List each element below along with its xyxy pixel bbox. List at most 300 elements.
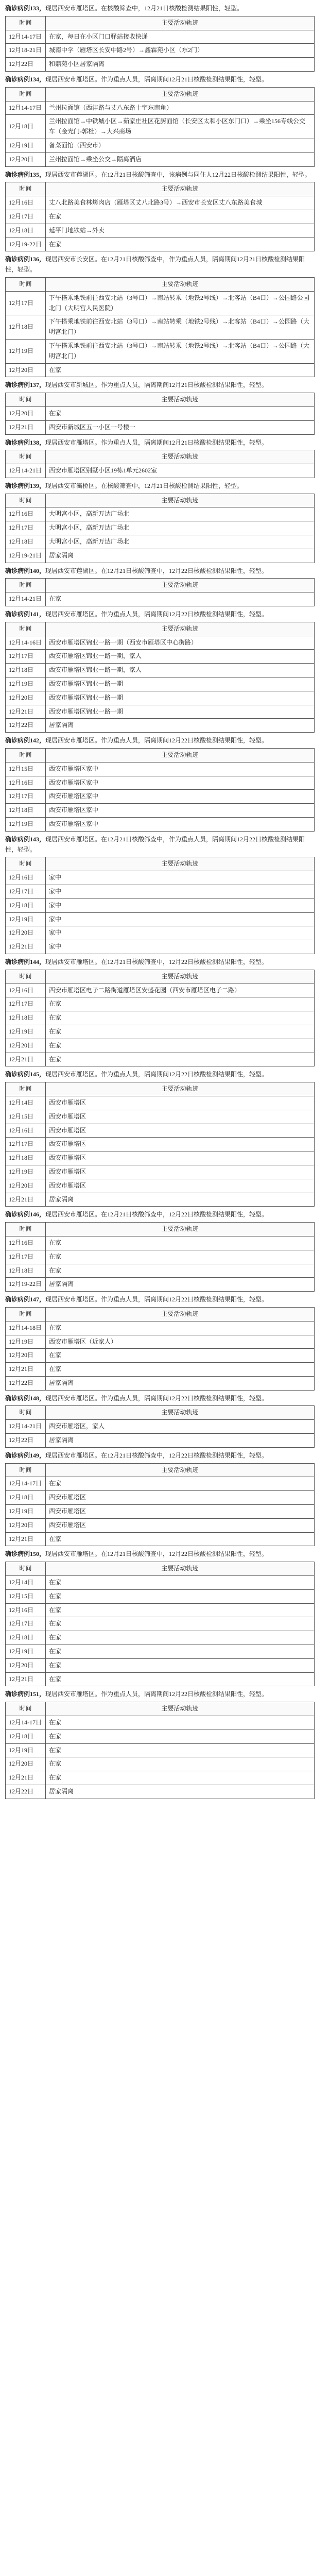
case-intro xyxy=(5,4,315,14)
table-row xyxy=(6,650,315,664)
time-cell: 12月14日 xyxy=(6,1576,46,1590)
case-intro xyxy=(5,380,315,391)
activity-cell: 西安市雁塔区 xyxy=(46,1518,315,1532)
table-row xyxy=(6,1743,315,1757)
table-row xyxy=(6,1672,315,1686)
time-cell: 12月17日 xyxy=(6,1250,46,1264)
time-cell: 12月14-21日 xyxy=(6,592,46,606)
table-row xyxy=(6,926,315,940)
activity-cell: 在家 xyxy=(46,1477,315,1491)
activity-cell: 在家 xyxy=(46,1617,315,1631)
table-row xyxy=(6,58,315,72)
activity-cell: 和鼎苑小区居家隔离 xyxy=(46,58,315,72)
time-cell: 12月21日 xyxy=(6,705,46,719)
time-cell: 12月21日 xyxy=(6,1771,46,1785)
time-cell: 12月20日 xyxy=(6,363,46,377)
column-header-activity: 主要活动轨迹 xyxy=(46,1463,315,1477)
table-row xyxy=(6,291,315,315)
trajectory-table xyxy=(5,16,315,72)
time-cell: 12月17日 xyxy=(6,521,46,535)
case-description: 现居西安市雁塔区。作为重点人员，隔离期间12月21日核酸检测结果阳性，轻型。 xyxy=(45,438,268,446)
table-row xyxy=(6,885,315,899)
column-header-activity: 主要活动轨迹 xyxy=(46,87,315,101)
case-number: 确诊病例140， xyxy=(5,567,46,574)
time-cell: 12月18日 xyxy=(6,115,46,139)
trajectory-table xyxy=(5,1082,315,1207)
case-block xyxy=(5,380,315,434)
column-header-activity: 主要活动轨迹 xyxy=(46,622,315,636)
case-intro xyxy=(5,1394,315,1404)
activity-cell: 西安市雁塔区锦业一路一期，家人 xyxy=(46,650,315,664)
table-row xyxy=(6,1576,315,1590)
case-intro xyxy=(5,835,315,855)
table-row xyxy=(6,1771,315,1785)
activity-cell: 家中 xyxy=(46,926,315,940)
activity-cell: 在家 xyxy=(46,1532,315,1546)
case-intro xyxy=(5,1451,315,1461)
time-cell: 12月18日 xyxy=(6,1011,46,1025)
time-cell: 12月16日 xyxy=(6,1124,46,1138)
activity-cell: 在家 xyxy=(46,1658,315,1672)
table-row xyxy=(6,790,315,804)
activity-cell: 在家 xyxy=(46,1250,315,1264)
case-description: 现居西安市新城区。作为重点人员，隔离期间12月21日核酸检测结果阳性，轻型。 xyxy=(45,381,268,389)
time-cell: 12月18日 xyxy=(6,1631,46,1645)
case-block xyxy=(5,957,315,1066)
time-cell: 12月16日 xyxy=(6,776,46,790)
activity-cell: 西安市雁塔区锦业一路一期 xyxy=(46,677,315,691)
activity-cell: 家中 xyxy=(46,912,315,926)
activity-cell: 在家 xyxy=(46,1025,315,1039)
table-row xyxy=(6,315,315,340)
case-description: 现居西安市雁塔区。作为重点人员，隔离期间12月22日核酸检测结果阳性，轻型。 xyxy=(45,1394,268,1402)
column-header-time: 时间 xyxy=(6,393,46,407)
time-cell: 12月17日 xyxy=(6,885,46,899)
table-row xyxy=(6,196,315,210)
case-number: 确诊病例133， xyxy=(5,5,46,12)
table-header-row xyxy=(6,450,315,464)
table-row xyxy=(6,1376,315,1390)
table-row xyxy=(6,1025,315,1039)
column-header-time: 时间 xyxy=(6,87,46,101)
time-cell: 12月19-22日 xyxy=(6,1278,46,1292)
trajectory-table xyxy=(5,1562,315,1686)
time-cell: 12月18日 xyxy=(6,224,46,238)
time-cell: 12月14-21日 xyxy=(6,1420,46,1434)
table-row xyxy=(6,940,315,954)
activity-cell: 家中 xyxy=(46,940,315,954)
table-header-row xyxy=(6,579,315,592)
table-row xyxy=(6,1053,315,1066)
activity-cell: 在家 xyxy=(46,238,315,251)
case-block xyxy=(5,1549,315,1686)
table-row xyxy=(6,1011,315,1025)
activity-cell: 下午搭乘地铁前往西安北站（3号口）→南站转乘（地铁2号线）→北客站（B4口）→公园路（大明宫北门） xyxy=(46,339,315,363)
activity-cell: 在家 xyxy=(46,1039,315,1053)
table-row xyxy=(6,1757,315,1771)
table-row xyxy=(6,1631,315,1645)
table-row xyxy=(6,1434,315,1448)
time-cell: 12月16日 xyxy=(6,1236,46,1250)
table-row xyxy=(6,101,315,115)
activity-cell: 在家 xyxy=(46,1321,315,1335)
time-cell: 12月19日 xyxy=(6,818,46,832)
column-header-time: 时间 xyxy=(6,494,46,507)
activity-cell: 大明宫小区，高新万达广场北 xyxy=(46,507,315,521)
activity-cell: 下午搭乘地铁前往西安北站（3号口）→南站转乘（地铁2号线）→北客站（B4口）→公园路公园北门（大明宫人民医院） xyxy=(46,291,315,315)
case-description: 现居西安市雁塔区。在12月21日核酸筛查中，12月22日核酸检测结果阳性，轻型。 xyxy=(45,1211,268,1218)
table-header-row xyxy=(6,277,315,291)
activity-cell: 在家 xyxy=(46,1236,315,1250)
column-header-activity: 主要活动轨迹 xyxy=(46,1082,315,1096)
activity-cell: 居家隔离 xyxy=(46,1434,315,1448)
time-cell: 12月18日 xyxy=(6,1264,46,1278)
column-header-activity: 主要活动轨迹 xyxy=(46,494,315,507)
activity-cell: 在家 xyxy=(46,1589,315,1603)
case-number: 确诊病例151， xyxy=(5,1690,46,1698)
time-cell: 12月17日 xyxy=(6,1617,46,1631)
time-cell: 12月18日 xyxy=(6,535,46,549)
table-row xyxy=(6,804,315,818)
trajectory-table xyxy=(5,1222,315,1292)
case-description: 现居西安市雁塔区。在12月21日核酸筛查中，作为重点人员，隔离期间12月22日核酸检测结果阳性，轻型。 xyxy=(5,835,305,853)
case-block xyxy=(5,75,315,167)
activity-cell: 西安市雁塔区 xyxy=(46,1151,315,1165)
trajectory-table xyxy=(5,857,315,954)
case-block xyxy=(5,1070,315,1207)
table-row xyxy=(6,719,315,733)
time-cell: 12月20日 xyxy=(6,1179,46,1193)
case-number: 确诊病例137， xyxy=(5,381,46,389)
table-row xyxy=(6,210,315,224)
time-cell: 12月20日 xyxy=(6,1518,46,1532)
case-block xyxy=(5,1451,315,1547)
activity-cell: 西安市雁塔区 xyxy=(46,1491,315,1505)
case-description: 现居西安市雁塔区。在12月21日核酸筛查中，12月22日核酸检测结果阳性，轻型。 xyxy=(45,958,268,965)
time-cell: 12月14-17日 xyxy=(6,1716,46,1730)
case-intro xyxy=(5,170,315,180)
table-row xyxy=(6,363,315,377)
time-cell: 12月16日 xyxy=(6,196,46,210)
time-cell: 12月17日 xyxy=(6,1138,46,1151)
case-number: 确诊病例149， xyxy=(5,1451,46,1459)
case-number: 确诊病例136， xyxy=(5,256,46,263)
trajectory-table xyxy=(5,393,315,434)
table-row xyxy=(6,1477,315,1491)
table-row xyxy=(6,1264,315,1278)
trajectory-table xyxy=(5,1702,315,1799)
column-header-time: 时间 xyxy=(6,16,46,30)
table-header-row xyxy=(6,970,315,984)
activity-cell: 西安市雁塔区 xyxy=(46,1138,315,1151)
time-cell: 12月14-18日 xyxy=(6,1321,46,1335)
case-block xyxy=(5,255,315,377)
case-description: 现居西安市莲湖区。在12月21日核酸筛查中，该病例与同住人12月22日核酸检测结果阳性，轻型。 xyxy=(45,171,311,178)
time-cell: 12月18日 xyxy=(6,315,46,340)
activity-cell: 大明宫小区，高新万达广场北 xyxy=(46,535,315,549)
table-header-row xyxy=(6,393,315,407)
activity-cell: 西安市雁塔区家中 xyxy=(46,790,315,804)
activity-cell: 丈八北路美食林烤肉店（雁塔区丈八北路3号）→西安市长安区丈八东路美食城 xyxy=(46,196,315,210)
activity-cell: 西安市雁塔区 xyxy=(46,1165,315,1179)
table-row xyxy=(6,224,315,238)
column-header-activity: 主要活动轨迹 xyxy=(46,1406,315,1420)
case-number: 确诊病例148， xyxy=(5,1394,46,1402)
activity-cell: 在家 xyxy=(46,1730,315,1743)
case-block xyxy=(5,736,315,832)
case-description: 现居西安市雁塔区。在12月21日核酸筛查中，12月22日核酸检测结果阳性，轻型。 xyxy=(45,1550,268,1558)
table-row xyxy=(6,1138,315,1151)
activity-cell: 西安市雁塔区（近家人） xyxy=(46,1335,315,1349)
activity-cell: 在家，每日在小区门口驿站接收快递 xyxy=(46,30,315,44)
activity-cell: 西安市雁塔区别墅小区19栋1单元2602室 xyxy=(46,464,315,478)
activity-cell: 下午搭乘地铁前往西安北站（3号口）→南站转乘（地铁2号线）→北客站（B4口）→公园路（大明宫北门） xyxy=(46,315,315,340)
time-cell: 12月20日 xyxy=(6,1658,46,1672)
column-header-time: 时间 xyxy=(6,1702,46,1716)
case-block xyxy=(5,566,315,606)
activity-cell: 在家 xyxy=(46,1743,315,1757)
time-cell: 12月15日 xyxy=(6,762,46,776)
case-number: 确诊病例150， xyxy=(5,1550,46,1558)
table-header-row xyxy=(6,1082,315,1096)
activity-cell: 西安市雁塔区电子二路街道雁塔区安盛花园（西安市雁塔区电子二路） xyxy=(46,984,315,997)
time-cell: 12月19日 xyxy=(6,912,46,926)
table-row xyxy=(6,1363,315,1377)
column-header-time: 时间 xyxy=(6,1406,46,1420)
time-cell: 12月21日 xyxy=(6,1053,46,1066)
time-cell: 12月17日 xyxy=(6,650,46,664)
activity-cell: 居家隔离 xyxy=(46,1785,315,1799)
activity-cell: 在家 xyxy=(46,1757,315,1771)
time-cell: 12月14-17日 xyxy=(6,1477,46,1491)
case-intro xyxy=(5,481,315,492)
case-description: 现居西安市雁塔区。作为重点人员，隔离期间12月22日核酸检测结果阳性，轻型。 xyxy=(45,1690,268,1698)
case-intro xyxy=(5,1295,315,1305)
case-block xyxy=(5,1295,315,1391)
trajectory-table xyxy=(5,1405,315,1447)
activity-cell: 在家 xyxy=(46,1771,315,1785)
table-row xyxy=(6,677,315,691)
activity-cell: 西安市雁塔区 xyxy=(46,1505,315,1519)
column-header-activity: 主要活动轨迹 xyxy=(46,1307,315,1321)
table-row xyxy=(6,507,315,521)
table-row xyxy=(6,139,315,152)
time-cell: 12月22日 xyxy=(6,1376,46,1390)
case-description: 现居西安市雁塔区。作为重点人员，隔离期间12月22日核酸检测结果阳性，轻型。 xyxy=(45,737,268,744)
activity-cell: 家中 xyxy=(46,899,315,912)
column-header-activity: 主要活动轨迹 xyxy=(46,579,315,592)
column-header-activity: 主要活动轨迹 xyxy=(46,970,315,984)
time-cell: 12月19-21日 xyxy=(6,549,46,563)
time-cell: 12月16日 xyxy=(6,984,46,997)
time-cell: 12月22日 xyxy=(6,1434,46,1448)
table-header-row xyxy=(6,1702,315,1716)
time-cell: 12月16日 xyxy=(6,507,46,521)
trajectory-table xyxy=(5,277,315,377)
table-row xyxy=(6,44,315,58)
column-header-activity: 主要活动轨迹 xyxy=(46,450,315,464)
table-row xyxy=(6,1505,315,1519)
case-intro xyxy=(5,736,315,746)
case-number: 确诊病例141， xyxy=(5,611,46,618)
case-description: 现居西安市雁塔区。作为重点人员，隔离期间12月22日核酸检测结果阳性，轻型。 xyxy=(45,1071,268,1078)
activity-cell: 备菜面馆（西安市） xyxy=(46,139,315,152)
table-row xyxy=(6,115,315,139)
time-cell: 12月14-17日 xyxy=(6,101,46,115)
activity-cell: 在家 xyxy=(46,1716,315,1730)
case-description: 现居西安市雁塔区。作为重点人员，隔离期间12月22日核酸检测结果阳性，轻型。 xyxy=(45,611,268,618)
table-header-row xyxy=(6,16,315,30)
trajectory-table xyxy=(5,622,315,733)
time-cell: 12月22日 xyxy=(6,58,46,72)
case-number: 确诊病例139， xyxy=(5,482,46,489)
activity-cell: 西安市雁塔区家中 xyxy=(46,818,315,832)
time-cell: 12月16日 xyxy=(6,1603,46,1617)
table-row xyxy=(6,1589,315,1603)
case-block xyxy=(5,1394,315,1448)
table-header-row xyxy=(6,1463,315,1477)
activity-cell: 居家隔离 xyxy=(46,1376,315,1390)
case-intro xyxy=(5,1549,315,1560)
column-header-activity: 主要活动轨迹 xyxy=(46,182,315,196)
activity-cell: 居家隔离 xyxy=(46,1278,315,1292)
table-row xyxy=(6,1645,315,1659)
column-header-activity: 主要活动轨迹 xyxy=(46,749,315,762)
trajectory-table xyxy=(5,1463,315,1547)
activity-cell: 在家 xyxy=(46,1672,315,1686)
table-row xyxy=(6,1250,315,1264)
trajectory-table xyxy=(5,1307,315,1391)
case-description: 现居西安市雁塔区。作为重点人员，隔离期间12月21日核酸检测结果阳性，轻型。 xyxy=(45,75,268,83)
time-cell: 12月20日 xyxy=(6,152,46,166)
table-row xyxy=(6,1278,315,1292)
time-cell: 12月21日 xyxy=(6,420,46,434)
time-cell: 12月20日 xyxy=(6,1757,46,1771)
activity-cell: 家中 xyxy=(46,871,315,885)
table-row xyxy=(6,521,315,535)
column-header-time: 时间 xyxy=(6,450,46,464)
activity-cell: 西安市雁塔区锦业一路一期（西安市雁塔区中心街路） xyxy=(46,636,315,650)
activity-cell: 西安市新城区五一小区一号楼一 xyxy=(46,420,315,434)
table-row xyxy=(6,1321,315,1335)
case-block xyxy=(5,1210,315,1292)
case-intro xyxy=(5,1070,315,1080)
activity-cell: 在家 xyxy=(46,1264,315,1278)
table-header-row xyxy=(6,1562,315,1576)
table-row xyxy=(6,152,315,166)
column-header-activity: 主要活动轨迹 xyxy=(46,16,315,30)
activity-cell: 在家 xyxy=(46,210,315,224)
time-cell: 12月14-16日 xyxy=(6,636,46,650)
activity-cell: 在家 xyxy=(46,1576,315,1590)
activity-cell: 兰州拉面馆→乘坐公交→隔离酒店 xyxy=(46,152,315,166)
time-cell: 12月19-22日 xyxy=(6,238,46,251)
activity-cell: 在家 xyxy=(46,1011,315,1025)
activity-cell: 城南中学（雁塔区长安中路2号）→鑫霖苑小区（东2门） xyxy=(46,44,315,58)
activity-cell: 兰州拉面馆（西沣路与丈八东路十字东南角） xyxy=(46,101,315,115)
activity-cell: 在家 xyxy=(46,1349,315,1363)
activity-cell: 西安市雁塔区，家人 xyxy=(46,1420,315,1434)
activity-cell: 在家 xyxy=(46,363,315,377)
table-row xyxy=(6,1518,315,1532)
case-number: 确诊病例135， xyxy=(5,171,46,178)
table-row xyxy=(6,549,315,563)
case-description: 现居西安市长安区。在12月21日核酸筛查中，作为重点人员，隔离期间12月21日核酸检测结果阳性，轻型。 xyxy=(5,256,305,274)
table-row xyxy=(6,776,315,790)
case-block xyxy=(5,170,315,252)
time-cell: 12月21日 xyxy=(6,1672,46,1686)
activity-cell: 西安市雁塔区 xyxy=(46,1096,315,1110)
case-number: 确诊病例144， xyxy=(5,958,46,965)
activity-cell: 在家 xyxy=(46,406,315,420)
table-row xyxy=(6,1617,315,1631)
case-description: 现居西安市灞桥区。在核酸筛查中，12月21日核酸检测结果阳性，轻型。 xyxy=(45,482,244,489)
time-cell: 12月18日 xyxy=(6,1151,46,1165)
activity-cell: 西安市雁塔区锦业一路一期 xyxy=(46,691,315,705)
case-number: 确诊病例143， xyxy=(5,835,46,843)
table-row xyxy=(6,1716,315,1730)
time-cell: 12月19日 xyxy=(6,1335,46,1349)
table-row xyxy=(6,1193,315,1207)
case-block xyxy=(5,481,315,563)
trajectory-table xyxy=(5,450,315,478)
time-cell: 12月17日 xyxy=(6,997,46,1011)
activity-cell: 西安市雁塔区 xyxy=(46,1124,315,1138)
table-row xyxy=(6,1096,315,1110)
case-intro xyxy=(5,957,315,968)
table-row xyxy=(6,1179,315,1193)
time-cell: 12月14-17日 xyxy=(6,30,46,44)
activity-cell: 西安市雁塔区锦业一路一期，家人 xyxy=(46,664,315,677)
table-row xyxy=(6,691,315,705)
table-header-row xyxy=(6,1223,315,1236)
column-header-activity: 主要活动轨迹 xyxy=(46,857,315,871)
case-description: 现居西安市雁塔区。在核酸筛查中，12月21日核酸检测结果阳性，轻型。 xyxy=(45,5,244,12)
table-row xyxy=(6,1491,315,1505)
table-row xyxy=(6,912,315,926)
time-cell: 12月18-21日 xyxy=(6,44,46,58)
time-cell: 12月19日 xyxy=(6,1025,46,1039)
column-header-time: 时间 xyxy=(6,622,46,636)
time-cell: 12月20日 xyxy=(6,1349,46,1363)
time-cell: 12月20日 xyxy=(6,1039,46,1053)
activity-cell: 居家隔离 xyxy=(46,719,315,733)
time-cell: 12月19日 xyxy=(6,1505,46,1519)
column-header-time: 时间 xyxy=(6,1463,46,1477)
case-number: 确诊病例147， xyxy=(5,1296,46,1303)
time-cell: 12月20日 xyxy=(6,691,46,705)
case-block xyxy=(5,1689,315,1799)
time-cell: 12月22日 xyxy=(6,719,46,733)
case-intro xyxy=(5,1210,315,1220)
case-intro xyxy=(5,438,315,448)
case-number: 确诊病例145， xyxy=(5,1071,46,1078)
time-cell: 12月21日 xyxy=(6,1363,46,1377)
column-header-time: 时间 xyxy=(6,1307,46,1321)
table-header-row xyxy=(6,749,315,762)
activity-cell: 西安市雁塔区锦业一路一期 xyxy=(46,705,315,719)
activity-cell: 在家 xyxy=(46,1631,315,1645)
case-description: 现居西安市雁塔区。作为重点人员，隔离期间12月22日核酸检测结果阳性，轻型。 xyxy=(45,1296,268,1303)
table-row xyxy=(6,1658,315,1672)
table-row xyxy=(6,984,315,997)
time-cell: 12月15日 xyxy=(6,1589,46,1603)
column-header-time: 时间 xyxy=(6,1223,46,1236)
trajectory-table xyxy=(5,182,315,251)
activity-cell: 在家 xyxy=(46,1363,315,1377)
time-cell: 12月19日 xyxy=(6,677,46,691)
case-intro xyxy=(5,75,315,85)
